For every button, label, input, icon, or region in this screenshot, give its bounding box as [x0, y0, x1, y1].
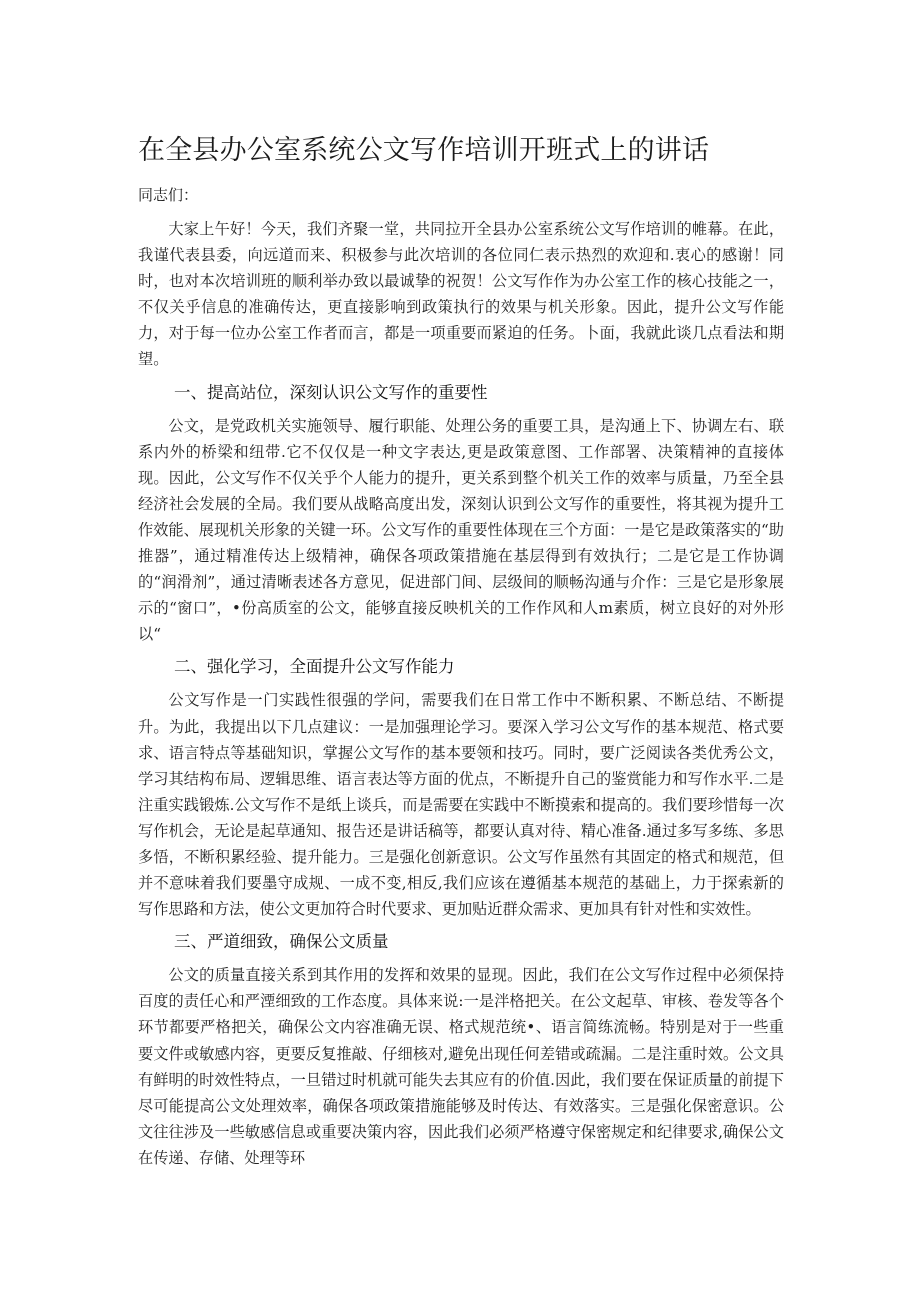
intro-paragraph: 大家上午好！今天，我们齐聚一堂，共同拉开全县办公室系统公文写作培训的帷幕。在此，我谨代表县委，向远道而来、积极参与此次培训的各位同仁表示热烈的欢迎和.衷心的感谢！同时，也对本次培训班的顺利举办致以最诚挚的祝贺！公文写作作为办公室工作的核心技能之一，不仅关乎信息的准确传达，更直接影响到政策执行的效果与机关形象。因此，提升公文写作能力，对于每一位办公室工作者而言，都是一项重要而紧迫的任务。卜面，我就此谈几点看法和期望。 [138, 220, 784, 369]
salutation: 同志们： [138, 186, 199, 204]
section-body-2: 公文写作是一门实践性很强的学问，需要我们在日常工作中不断积累、不断总结、不断提升。为此，我提出以下几点建议：一是加强理论学习。要深入学习公文写作的基本规范、格式要求、语言特点等基础知识，掌握公文写作的基本要领和技巧。同时，要广泛阅读各类优秀公文，学习其结构布局、逻辑思维、语言表达等方面的优点，不断提升自己的鉴赏能力和写作水平.二是注重实践锻炼.公文写作不是纸上谈兵，而是需要在实践中不断摸索和提高的。我们要珍惜每一次写作机会，无论是起草通知、报告还是讲话稿等，都要认真对待、精心准备.通过多写多练、多思多悟，不断积累经验、提升能力。三是强化创新意识。公文写作虽然有其固定的格式和规范，但并不意味着我们要墨守成规、一成不变,相反,我们应该在遵循基本规范的基础上，力于探索新的写作思路和方法，使公文更加符合时代要求、更加贴近群众需求、更加具有针对性和实效性。 [138, 691, 784, 919]
section-body-3: 公文的质量直接关系到其作用的发挥和效果的显现。因此，我们在公文写作过程中必须保持百度的责任心和严湮细致的工作态度。具体来说:一是泮格把关。在公文起草、审核、卷发等各个环节都要严格把关，确保公文内容准确无误、格式规范统•、语言简练流畅。特别是对于一些重要文件或敏感内容，更要反复推敲、仔细核对,避免出现任何差错或疏漏。二是注重时效。公文具有鲜明的时效性特点，一旦错过时机就可能失去其应有的价值.因此，我们要在保证质量的前提下尽可能提高公文处理效率，确保各项政策措施能够及时传达、有效落实。三是强化保密意识。公文往往涉及一些敏感信息或重要决策内容，因此我们必须严格遵守保密规定和纪律要求,确保公文在传递、存储、处理等环 [138, 966, 784, 1167]
section-heading-3: 三、严道细致，确保公文质量 [174, 932, 389, 952]
section-heading-1: 一、提高站位，深刻认识公文写作的重要性 [174, 382, 488, 402]
document-page [138, 120, 784, 1171]
section-heading-2: 二、强化学习，全面提升公文写作能力 [174, 657, 455, 677]
document-title: 在全县办公室系统公文写作培训开班式上的讲话 [138, 135, 710, 166]
section-body-1: 公文，是党政机关实施领导、履行职能、处理公务的重要工具，是沟通上下、协调左右、联系内外的桥梁和纽带.它不仅仅是一种文字表达,更是政策意图、工作部署、决策精神的直接体现。因此，公文写作不仅关乎个人能力的提升，更关系到整个机关工作的效率与质量，乃至全县经济社会发展的全局。我们要从战略高度出发，深刻认识到公文写作的重要性，将其视为提升工作效能、展现机关形象的关键一环。公文写作的重要性体现在三个方面：一是它是政策落实的“助推器”，通过精准传达上级精神，确保各项政策措施在基层得到有效执行；二是它是工作协调的“润滑剂”，通过清晰表述各方意见，促进部门间、层级间的顺畅沟通与介作：三是它是形象展示的“窗口”，•份高质室的公文，能够直接反映机关的工作作风和人m素质，树立良好的对外形以“ [138, 416, 784, 644]
